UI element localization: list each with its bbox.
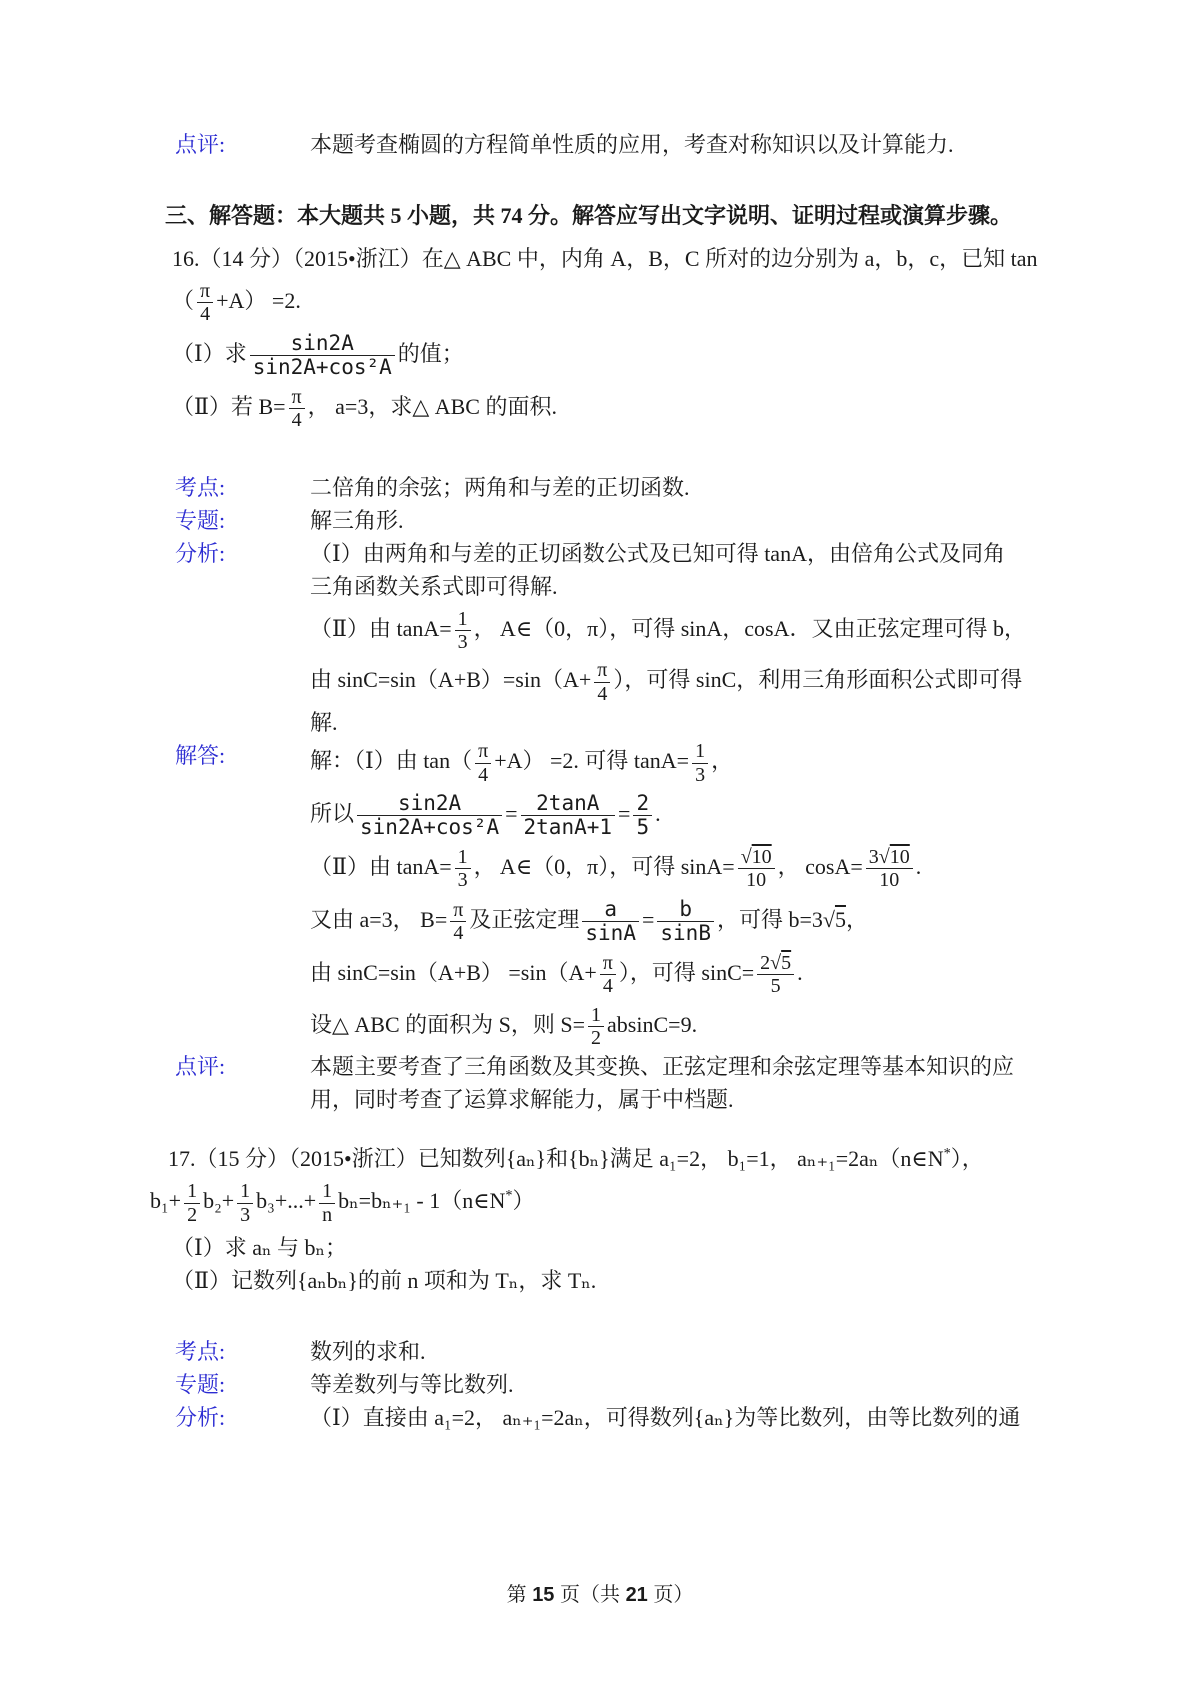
formula-text: bₙ=bₙ₊₁ - 1（n∈N <box>338 1188 506 1214</box>
denominator: 5 <box>770 975 781 998</box>
formula-text: absinC=9. <box>607 1011 698 1037</box>
formula-text: . <box>797 959 803 985</box>
section-heading: 三、解答题：本大题共 5 小题，共 74 分。解答应写出文字说明、证明过程或演算步骤。 <box>165 203 1013 228</box>
denominator: 4 <box>597 682 608 705</box>
problem-16-given-formula <box>172 279 1145 327</box>
kaodian-label: 考点: <box>175 1339 226 1365</box>
numerator: π <box>450 899 466 922</box>
problem-16-part2-question <box>172 385 1145 433</box>
formula-text: ） <box>512 1188 535 1214</box>
numerator: π <box>600 952 616 975</box>
denominator: sinA <box>585 921 636 946</box>
jieda-label: 解答: <box>175 743 226 769</box>
analysis-line: （Ⅰ）由两角和与差的正切函数公式及已知可得 tanA，由倍角公式及同角 <box>310 540 1005 566</box>
formula-text: 及正弦定理 <box>469 906 580 932</box>
kaodian-text: 二倍角的余弦；两角和与差的正切函数. <box>310 474 690 500</box>
fraction <box>184 1180 200 1226</box>
analysis-line: 解. <box>310 710 338 736</box>
formula-text: ，可得 b=3 <box>716 906 823 932</box>
square-root <box>879 846 910 868</box>
problem-17-part1-question: （Ⅰ）求 aₙ 与 bₙ； <box>172 1235 347 1261</box>
square-root <box>770 952 791 974</box>
radicand: 5 <box>781 951 792 974</box>
numerator: sin2A <box>357 792 502 817</box>
formula-text: 17.（15 分）（2015•浙江）已知数列{aₙ}和{bₙ}满足 a₁=2， b₁=1， aₙ₊₁=2aₙ（n∈N <box>168 1146 944 1172</box>
problem-17-part2-question: （Ⅱ）记数列{aₙbₙ}的前 n 项和为 Tₙ，求 Tₙ. <box>172 1268 597 1294</box>
denominator: 3 <box>240 1203 251 1226</box>
formula-text: b₁+ <box>150 1188 182 1214</box>
numerator: π <box>594 659 610 682</box>
denominator: sinB <box>660 921 711 946</box>
formula-text: 所以 <box>310 801 355 826</box>
numerator: 1 <box>319 1180 335 1203</box>
radicand: 5 <box>834 906 846 932</box>
radicand: 10 <box>751 845 772 868</box>
fraction <box>289 386 305 432</box>
numerator: 1 <box>455 846 471 869</box>
formula-text: b₃+...+ <box>256 1188 317 1214</box>
numerator: 1 <box>588 1004 604 1027</box>
square-root <box>741 846 772 868</box>
comment-line: 用，同时考查了运算求解能力，属于中档题. <box>310 1087 734 1113</box>
jieda-content <box>310 739 1145 1050</box>
denominator: 4 <box>453 922 464 945</box>
numerator: π <box>475 740 491 763</box>
formula-text: （Ⅱ）由 tanA= <box>310 853 452 879</box>
numerator <box>866 846 913 869</box>
p16-dianping-row <box>175 1050 1145 1116</box>
radicand: 10 <box>889 845 910 868</box>
fraction <box>738 846 775 892</box>
dianping-content <box>310 1050 1145 1116</box>
fraction <box>757 952 794 998</box>
fraction <box>588 1004 604 1050</box>
numerator: 1 <box>692 740 708 763</box>
formula-text: = <box>641 906 655 932</box>
solution-line <box>310 845 1145 893</box>
formula-text: ），可得 sinC，利用三角形面积公式即可得 <box>613 667 1023 693</box>
formula-text: . <box>915 853 922 879</box>
formula-text: = <box>505 801 518 826</box>
coefficient: 2 <box>760 951 771 974</box>
numerator: b <box>657 898 714 923</box>
numerator: 2 <box>633 792 652 817</box>
denominator: 3 <box>695 763 706 786</box>
formula-text: 由 sinC=sin（A+B）=sin（A+ <box>310 667 592 693</box>
p16-fenxi-row <box>175 537 1145 740</box>
comment-text: 本题考查椭圆的方程简单性质的应用，考查对称知识以及计算能力. <box>310 132 954 157</box>
problem-16-part1-question <box>172 331 1145 381</box>
formula-text: = <box>618 801 631 826</box>
numerator: 1 <box>237 1180 253 1203</box>
denominator: 4 <box>291 409 302 432</box>
denominator: 2 <box>591 1026 602 1049</box>
comment-label: 点评: <box>175 132 226 157</box>
fraction <box>633 792 652 840</box>
kaodian-label: 考点: <box>175 474 226 500</box>
p16-zhuanti-row <box>175 504 1145 537</box>
fraction <box>594 659 610 705</box>
numerator: 1 <box>455 608 471 631</box>
problem-17-recurrence <box>150 1179 1145 1227</box>
analysis-line <box>310 658 1145 706</box>
denominator: 2tanA+1 <box>523 815 613 840</box>
dianping-label: 点评: <box>175 1054 226 1080</box>
footer-text: 页（共 <box>554 1584 626 1606</box>
superscript: * <box>943 1146 951 1163</box>
zhuanti-text: 等差数列与等比数列. <box>310 1372 514 1398</box>
formula-text: b₂+ <box>203 1188 235 1214</box>
numerator: 1 <box>184 1180 200 1203</box>
fraction <box>357 792 502 840</box>
numerator: π <box>197 280 213 303</box>
solution-line <box>310 739 1145 787</box>
formula-text: ）， <box>950 1146 984 1172</box>
numerator <box>738 846 775 869</box>
formula-text: （Ⅱ）若 B= <box>172 393 286 419</box>
denominator: sin2A+cos²A <box>360 815 500 840</box>
formula-text: （ <box>172 287 195 313</box>
formula-text: （Ⅰ）求 <box>172 340 247 366</box>
formula-text: +A） =2. <box>216 287 301 313</box>
formula-text: ），可得 sinC= <box>618 959 755 985</box>
analysis-line <box>310 607 1145 655</box>
solution-line <box>310 951 1145 999</box>
formula-text: ， A∈（0，π），可得 sinA，cosA．又由正弦定理可得 b， <box>473 615 1026 641</box>
fraction <box>866 846 913 892</box>
denominator: 4 <box>478 763 489 786</box>
footer-text: 页） <box>647 1584 694 1606</box>
formula-text: . <box>655 801 661 826</box>
p17-zhuanti-row <box>175 1368 1145 1401</box>
prev-comment-row <box>175 0 1145 161</box>
formula-text: ， cosA= <box>777 853 863 879</box>
solution-line <box>310 791 1145 841</box>
formula-text: （Ⅱ）由 tanA= <box>310 615 452 641</box>
analysis-line: 三角函数关系式即可得解. <box>310 573 558 599</box>
denominator: 3 <box>457 869 468 892</box>
analysis-line: （Ⅰ）直接由 a₁=2， aₙ₊₁=2aₙ，可得数列{aₙ}为等比数列，由等比数列的通 <box>310 1405 1021 1431</box>
fraction <box>692 740 708 786</box>
footer-total-pages: 21 <box>625 1584 648 1606</box>
radical-sign: √ <box>822 906 835 932</box>
footer-page-number: 15 <box>532 1584 555 1606</box>
radical-sign: √ <box>770 951 782 974</box>
kaodian-text: 数列的求和. <box>310 1339 426 1365</box>
solution-line <box>310 897 1145 947</box>
comment-line: 本题主要考查了三角函数及其变换、正弦定理和余弦定理等基本知识的应 <box>310 1054 1015 1080</box>
fraction <box>582 898 639 946</box>
p16-kaodian-row <box>175 471 1145 504</box>
denominator: sin2A+cos²A <box>252 355 392 380</box>
zhuanti-label: 专题: <box>175 1372 226 1398</box>
formula-text: ， <box>845 906 868 932</box>
numerator <box>757 952 794 975</box>
zhuanti-label: 专题: <box>175 507 226 533</box>
fraction <box>197 280 213 326</box>
denominator: 4 <box>602 975 613 998</box>
radical-sign: √ <box>740 845 752 868</box>
p17-kaodian-row <box>175 1335 1145 1368</box>
denominator: 3 <box>457 630 468 653</box>
fenxi-content <box>310 537 1145 740</box>
fraction <box>600 952 616 998</box>
denominator: 4 <box>200 303 211 326</box>
zhuanti-text: 解三角形. <box>310 507 404 533</box>
problem-17-intro <box>168 1142 1145 1175</box>
denominator: 5 <box>636 815 650 840</box>
numerator: a <box>582 898 639 923</box>
formula-text: +A） =2. 可得 tanA= <box>494 748 690 774</box>
formula-text: 由 sinC=sin（A+B） =sin（A+ <box>310 959 597 985</box>
numerator: 2tanA <box>521 792 616 817</box>
fraction <box>455 608 471 654</box>
formula-text: ， <box>711 748 734 774</box>
formula-text: 又由 a=3， B= <box>310 906 448 932</box>
fenxi-label: 分析: <box>175 1405 226 1431</box>
fraction <box>319 1180 335 1226</box>
fraction <box>657 898 714 946</box>
problem-16-intro: 16.（14 分）（2015•浙江）在△ ABC 中，内角 A，B，C 所对的边分别为 a，b，c，已知 tan <box>172 246 1038 271</box>
solution-line <box>310 1003 1145 1051</box>
p17-fenxi-row <box>175 1401 1145 1434</box>
denominator: n <box>322 1203 333 1226</box>
fraction <box>237 1180 253 1226</box>
radical-sign: √ <box>878 845 890 868</box>
fraction <box>450 899 466 945</box>
denominator: 10 <box>746 869 767 892</box>
fraction <box>521 792 616 840</box>
coefficient: 3 <box>868 845 879 868</box>
denominator: 10 <box>879 869 900 892</box>
formula-text: 解：（Ⅰ）由 tan（ <box>310 748 473 774</box>
numerator: sin2A <box>250 332 395 357</box>
denominator: 2 <box>187 1203 198 1226</box>
formula-text: ， a=3，求△ ABC 的面积. <box>307 393 557 419</box>
page-footer <box>0 1580 1200 1610</box>
square-root <box>823 907 846 932</box>
p16-jieda-row <box>175 739 1145 1050</box>
formula-text: 设△ ABC 的面积为 S，则 S= <box>310 1011 586 1037</box>
numerator: π <box>289 386 305 409</box>
fraction <box>475 740 491 786</box>
superscript: * <box>505 1187 513 1204</box>
footer-text: 第 <box>506 1584 533 1606</box>
fraction <box>250 332 395 380</box>
fenxi-label: 分析: <box>175 540 226 566</box>
formula-text: ， A∈（0，π），可得 sinA= <box>473 853 735 879</box>
fraction <box>455 846 471 892</box>
formula-text: 的值； <box>397 340 464 366</box>
